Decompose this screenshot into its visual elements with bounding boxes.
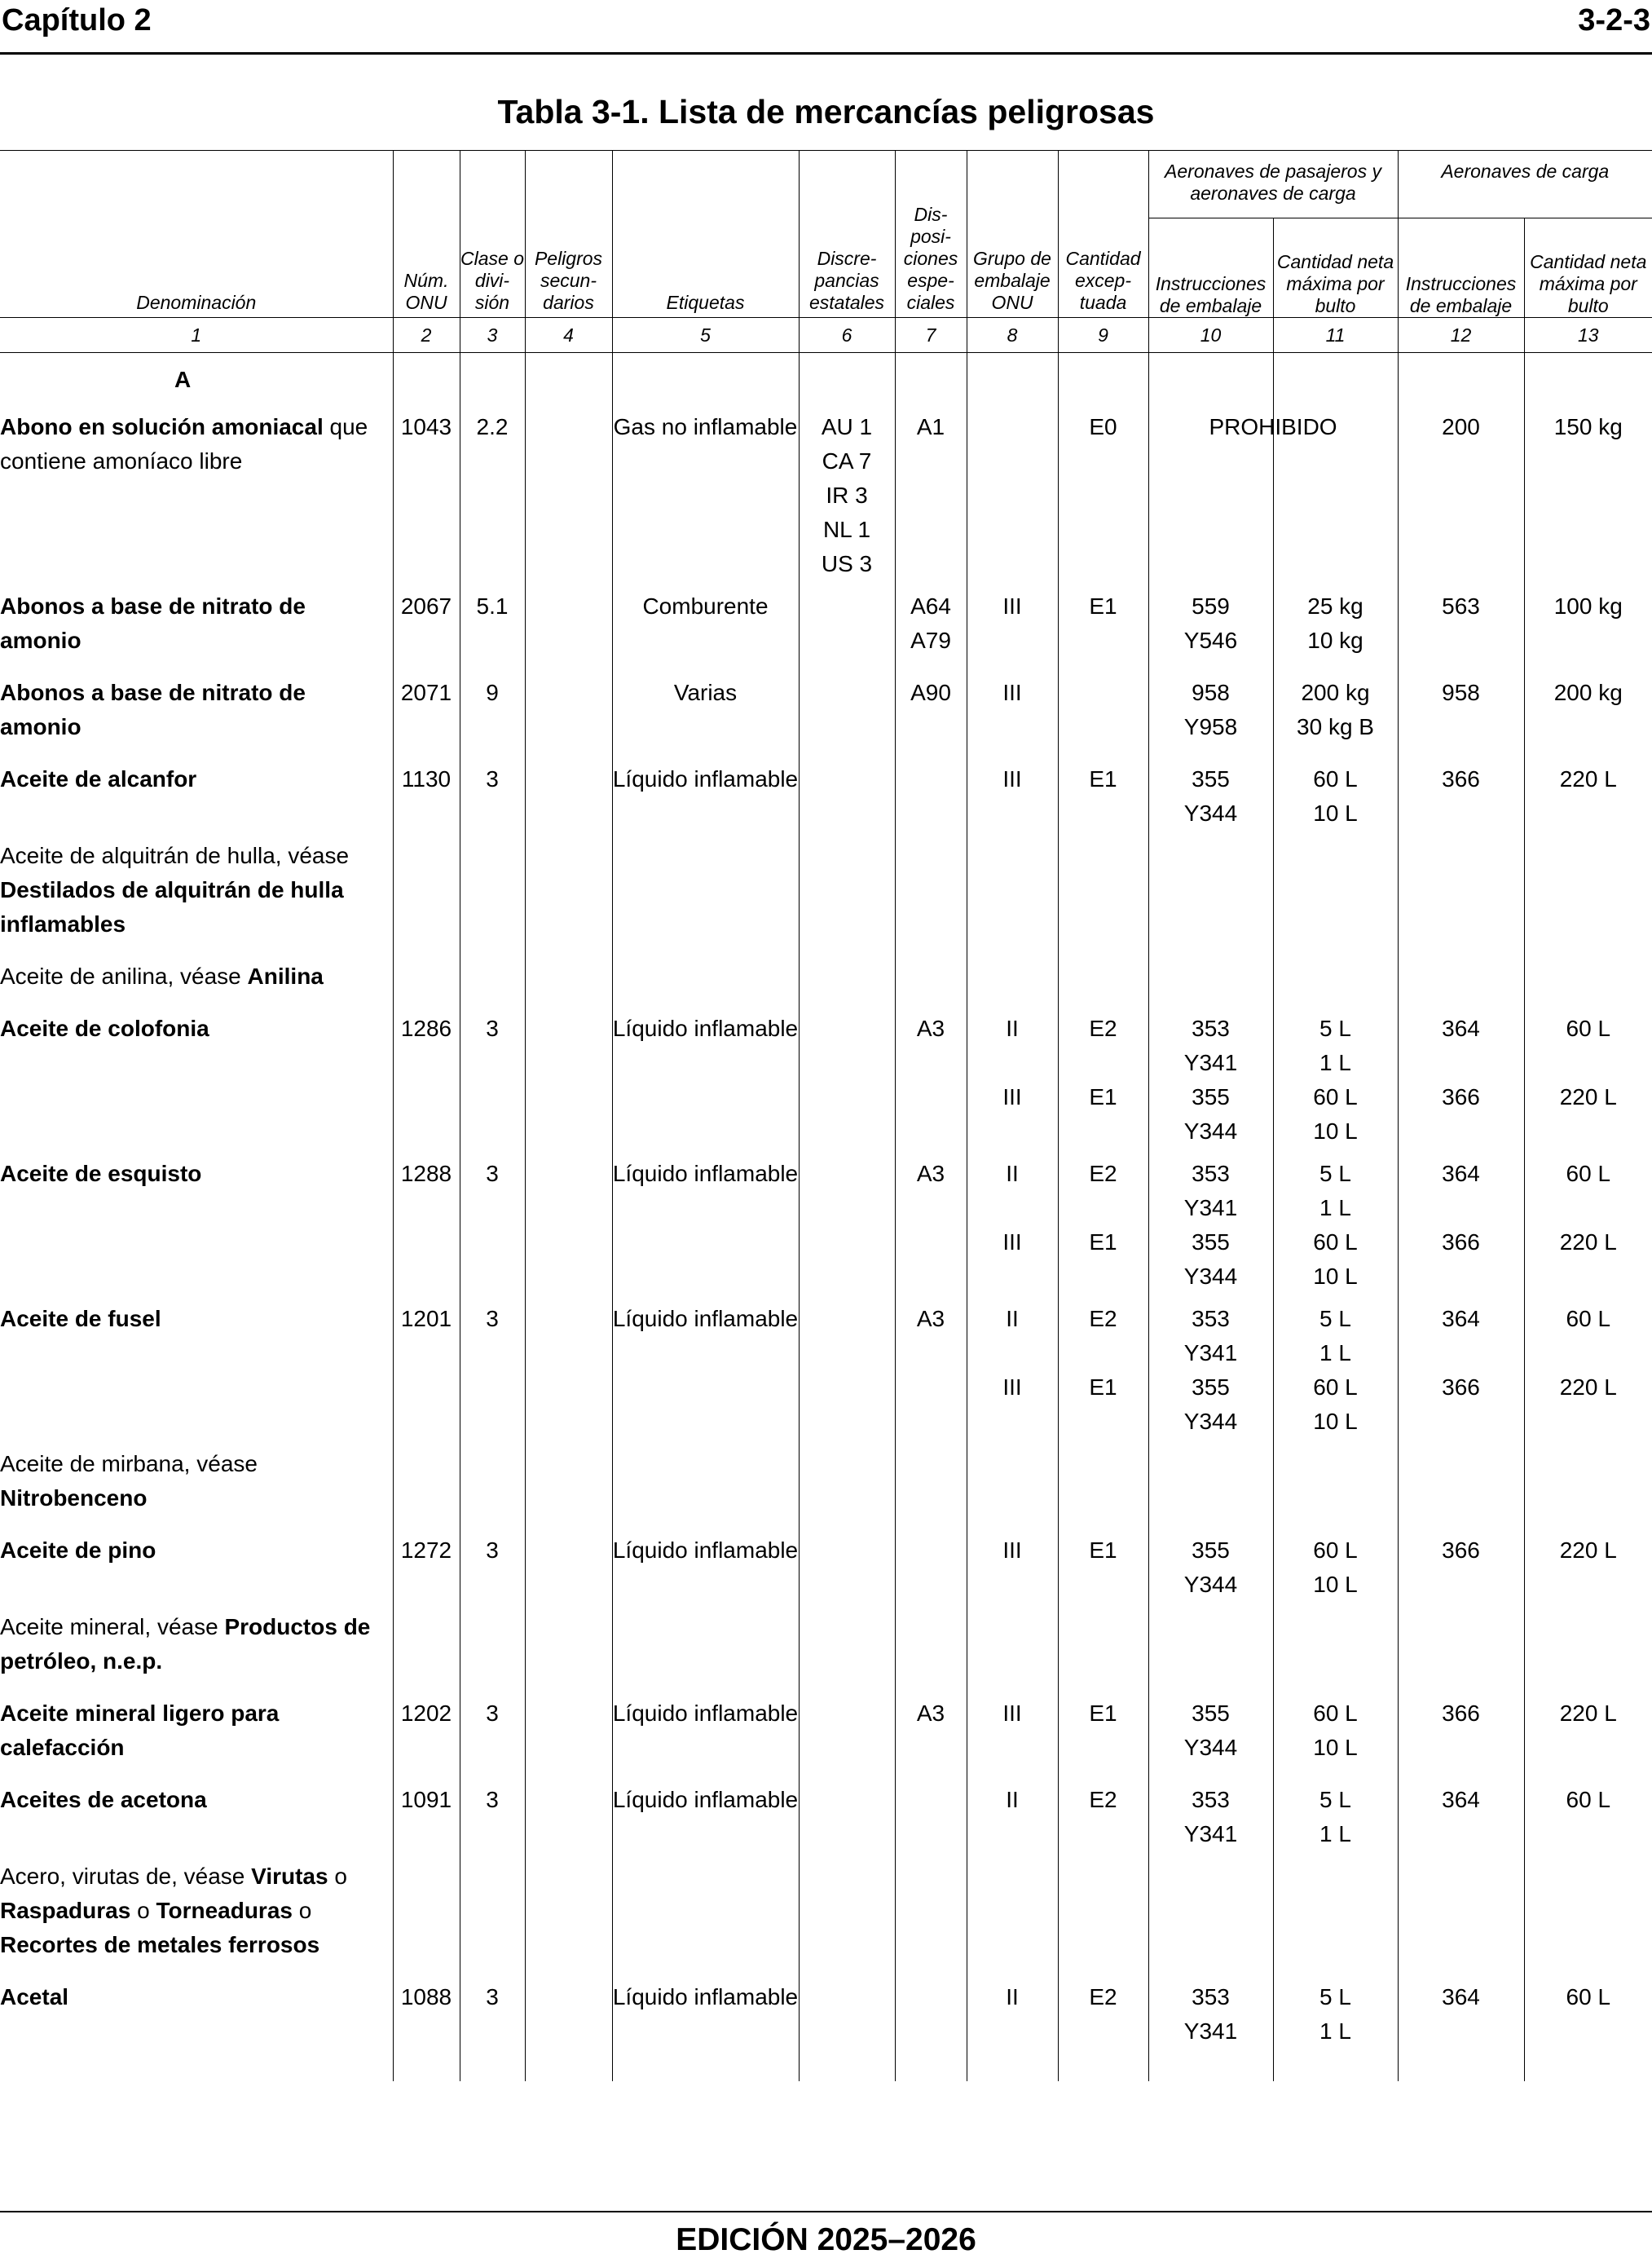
entry-name-bold: Aceite mineral ligero para calefacción [0,1701,280,1760]
entry-name [0,402,393,581]
packing-group [967,951,1058,1004]
onu-number: 1202 [393,1688,460,1775]
class-division: 3 [460,1149,525,1294]
entry-name [0,831,393,951]
class-division: 3 [460,1972,525,2049]
entry-name [0,1439,393,1525]
state-variations [799,668,895,754]
state-variations [799,1294,895,1439]
packing-instruction-passenger: 355 Y344 [1148,754,1273,831]
label: Gas no inflamable [612,402,799,581]
excepted-quantity [1058,951,1148,1004]
class-division: 3 [460,1525,525,1602]
max-net-quantity-cargo: 60 L 220 L [1524,1294,1652,1439]
entry-name [0,668,393,754]
excepted-quantity: E1 [1058,754,1148,831]
see-text: o [130,1898,156,1923]
onu-number: 1091 [393,1775,460,1851]
max-net-quantity-cargo: 60 L [1524,1972,1652,2049]
table-row [0,1972,1652,2049]
entry-name [0,1851,393,1972]
packing-instruction-cargo: 364 366 [1398,1149,1524,1294]
column-number-8: 8 [967,318,1058,353]
col-header-peligros: Peligros secun- darios [525,151,612,318]
excepted-quantity [1058,831,1148,951]
table-row [0,951,1652,1004]
special-provisions: A64 A79 [895,581,967,668]
entry-name [0,1602,393,1688]
column-number-7: 7 [895,318,967,353]
state-variations [799,1602,895,1688]
entry-name-bold: Abonos a base de nitrato de amonio [0,680,306,739]
packing-group [967,831,1058,951]
special-provisions: A3 [895,1004,967,1149]
onu-number [393,831,460,951]
max-net-quantity-passenger [1273,831,1398,951]
onu-number: 1272 [393,1525,460,1602]
packing-group [967,1439,1058,1525]
label: Líquido inflamable [612,1004,799,1149]
class-division: 3 [460,1004,525,1149]
table-row [0,1602,1652,1688]
max-net-quantity-cargo [1524,1439,1652,1525]
max-net-quantity-passenger: 5 L 1 L [1273,1972,1398,2049]
secondary-hazard [525,1294,612,1439]
see-text: Aceite mineral, véase [0,1614,225,1639]
packing-group [967,1851,1058,1972]
packing-instruction-passenger: 958 Y958 [1148,668,1273,754]
label: Líquido inflamable [612,754,799,831]
label: Comburente [612,581,799,668]
special-provisions [895,1525,967,1602]
see-text: o [292,1898,312,1923]
label [612,831,799,951]
entry-name [0,1004,393,1149]
packing-instruction-passenger: 353 Y341 355 Y344 [1148,1004,1273,1149]
label [612,1851,799,1972]
see-text: o [328,1864,347,1889]
entry-name-bold: Aceite de esquisto [0,1161,202,1186]
secondary-hazard [525,1439,612,1525]
entry-name-bold: Acetal [0,1984,69,2009]
table-row [0,668,1652,754]
packing-group: II [967,1972,1058,2049]
onu-number: 1201 [393,1294,460,1439]
entry-name [0,1775,393,1851]
table-row [0,1004,1652,1149]
packing-instruction-passenger [1148,1851,1273,1972]
special-provisions: A3 [895,1294,967,1439]
class-division: 3 [460,754,525,831]
entry-name-bold: Abono en solución amoniacal [0,414,324,439]
col-header-cantidad-exceptuada: Cantidad excep- tuada [1058,151,1148,318]
col-header-discrepancias: Discre- pancias estatales [799,151,895,318]
see-reference: Virutas [251,1864,328,1889]
secondary-hazard [525,402,612,581]
onu-number: 1130 [393,754,460,831]
onu-number: 1043 [393,402,460,581]
packing-instruction-passenger: 559 Y546 [1148,581,1273,668]
max-net-quantity-passenger: 5 L 1 L 60 L 10 L [1273,1004,1398,1149]
max-net-quantity-cargo: 200 kg [1524,668,1652,754]
max-net-quantity-passenger [1273,951,1398,1004]
packing-instruction-cargo [1398,951,1524,1004]
see-text: Acero, virutas de, véase [0,1864,252,1889]
max-net-quantity-passenger [1273,1602,1398,1688]
table-row [0,1851,1652,1972]
state-variations [799,1972,895,2049]
chapter-label: Capítulo 2 [2,3,152,37]
special-provisions: A3 [895,1688,967,1775]
max-net-quantity-cargo: 220 L [1524,1525,1652,1602]
col-header-grupo: Grupo de embalaje ONU [967,151,1058,318]
secondary-hazard [525,1004,612,1149]
header-divider [0,52,1652,55]
state-variations [799,1775,895,1851]
col-header-instrucciones-carga: Instrucciones de embalaje [1398,218,1524,317]
group-header-carga: Aeronaves de carga [1398,151,1652,218]
see-reference: Raspaduras [0,1898,131,1923]
packing-instruction-cargo: 563 [1398,581,1524,668]
max-net-quantity-passenger: 5 L 1 L 60 L 10 L [1273,1294,1398,1439]
packing-group: II [967,1775,1058,1851]
packing-instruction-cargo: 364 [1398,1972,1524,2049]
label: Líquido inflamable [612,1294,799,1439]
max-net-quantity-passenger [1273,1851,1398,1972]
entry-name-rest: que contiene amoníaco libre [0,414,368,474]
column-number-2: 2 [393,318,460,353]
label [612,951,799,1004]
see-reference: Anilina [247,964,324,989]
label: Líquido inflamable [612,1688,799,1775]
max-net-quantity-passenger: 60 L 10 L [1273,1525,1398,1602]
state-variations [799,1004,895,1149]
page-number: 3-2-3 [1578,3,1650,37]
see-text: Aceite de alquitrán de hulla, véase [0,843,350,868]
state-variations [799,581,895,668]
special-provisions: A3 [895,1149,967,1294]
state-variations [799,1851,895,1972]
packing-group: II III [967,1004,1058,1149]
see-text: Aceite de anilina, véase [0,964,248,989]
column-number-9: 9 [1058,318,1148,353]
class-division: 9 [460,668,525,754]
special-provisions [895,1775,967,1851]
table-row [0,831,1652,951]
excepted-quantity [1058,1602,1148,1688]
special-provisions [895,831,967,951]
col-header-instrucciones-pasajeros: Instrucciones de embalaje [1148,218,1273,317]
secondary-hazard [525,668,612,754]
max-net-quantity-cargo [1524,831,1652,951]
class-division [460,831,525,951]
excepted-quantity: E2 E1 [1058,1149,1148,1294]
onu-number: 1286 [393,1004,460,1149]
onu-number [393,1602,460,1688]
table-row [0,402,1652,581]
packing-group: III [967,581,1058,668]
col-header-denominacion: Denominación [0,151,393,318]
excepted-quantity: E2 E1 [1058,1004,1148,1149]
secondary-hazard [525,1149,612,1294]
secondary-hazard [525,581,612,668]
column-number-12: 12 [1398,318,1524,353]
column-number-10: 10 [1148,318,1273,353]
special-provisions: A1 [895,402,967,581]
entry-name [0,1688,393,1775]
special-provisions [895,1851,967,1972]
packing-group [967,402,1058,581]
col-header-disposiciones: Dis- posi- ciones espe- ciales [895,151,967,318]
section-letter: A [174,367,192,392]
max-net-quantity-passenger: 60 L 10 L [1273,754,1398,831]
class-division [460,951,525,1004]
packing-group: II III [967,1149,1058,1294]
state-variations [799,831,895,951]
entry-name-bold: Aceite de alcanfor [0,766,197,792]
entry-name [0,951,393,1004]
table-row [0,1149,1652,1294]
excepted-quantity: E0 [1058,402,1148,581]
packing-instruction-passenger [1148,951,1273,1004]
packing-instruction-passenger: 355 Y344 [1148,1525,1273,1602]
state-variations: AU 1 CA 7 IR 3 NL 1 US 3 [799,402,895,581]
packing-group: III [967,1525,1058,1602]
packing-group: III [967,754,1058,831]
secondary-hazard [525,1688,612,1775]
packing-instruction-cargo [1398,1851,1524,1972]
packing-instruction-cargo: 366 [1398,1688,1524,1775]
max-net-quantity-cargo: 60 L 220 L [1524,1004,1652,1149]
packing-instruction-passenger [1148,1602,1273,1688]
excepted-quantity: E2 [1058,1775,1148,1851]
column-number-row [0,318,1652,353]
packing-instruction-cargo: 364 366 [1398,1294,1524,1439]
col-header-etiquetas: Etiquetas [612,151,799,318]
entry-name [0,581,393,668]
table-row [0,1525,1652,1602]
class-division: 3 [460,1294,525,1439]
packing-group: III [967,668,1058,754]
see-reference: Destilados de alquitrán de hulla inflamables [0,877,344,937]
table-body [0,353,1652,2049]
column-number-1: 1 [0,318,393,353]
packing-instruction-cargo: 366 [1398,1525,1524,1602]
state-variations [799,951,895,1004]
entry-name-bold: Aceites de acetona [0,1787,207,1812]
max-net-quantity-cargo [1524,1851,1652,1972]
table-row [0,1775,1652,1851]
special-provisions [895,754,967,831]
column-number-13: 13 [1524,318,1652,353]
entry-name [0,1149,393,1294]
label: Varias [612,668,799,754]
entry-name [0,1972,393,2049]
onu-number: 1088 [393,1972,460,2049]
excepted-quantity: E2 [1058,1972,1148,2049]
state-variations [799,1149,895,1294]
packing-instruction-cargo [1398,1439,1524,1525]
excepted-quantity [1058,1439,1148,1525]
secondary-hazard [525,1525,612,1602]
state-variations [799,754,895,831]
max-net-quantity-passenger: 60 L 10 L [1273,1688,1398,1775]
table-row [0,754,1652,831]
column-number-4: 4 [525,318,612,353]
excepted-quantity [1058,1851,1148,1972]
table-title: Tabla 3-1. Lista de mercancías peligrosas [497,93,1155,130]
packing-instruction-passenger: 353 Y341 [1148,1775,1273,1851]
max-net-quantity-passenger: 25 kg 10 kg [1273,581,1398,668]
packing-group [967,1602,1058,1688]
label [612,1439,799,1525]
special-provisions [895,1602,967,1688]
secondary-hazard [525,1972,612,2049]
edition-footer: EDICIÓN 2025–2026 [676,2222,976,2257]
entry-name-bold: Aceite de fusel [0,1306,161,1331]
state-variations [799,1688,895,1775]
col-header-onu: Núm. ONU [393,151,460,318]
class-division: 2.2 [460,402,525,581]
packing-instruction-passenger [1148,831,1273,951]
secondary-hazard [525,951,612,1004]
secondary-hazard [525,831,612,951]
label: Líquido inflamable [612,1149,799,1294]
table-row [0,581,1652,668]
see-reference: Torneaduras [156,1898,293,1923]
excepted-quantity: E1 [1058,1688,1148,1775]
secondary-hazard [525,1602,612,1688]
special-provisions [895,951,967,1004]
col-header-cantidad-pasajeros: Cantidad neta máxima por bulto [1273,218,1398,317]
max-net-quantity-cargo: 150 kg [1524,402,1652,581]
state-variations [799,1525,895,1602]
table-row [0,1294,1652,1439]
packing-instruction-passenger: 355 Y344 [1148,1688,1273,1775]
entry-name-bold: Abonos a base de nitrato de amonio [0,593,306,653]
onu-number [393,951,460,1004]
label [612,1602,799,1688]
class-division [460,1602,525,1688]
max-net-quantity-passenger: 5 L 1 L [1273,1775,1398,1851]
special-provisions [895,1972,967,2049]
label: Líquido inflamable [612,1775,799,1851]
see-reference: Productos de petróleo, n.e.p. [0,1614,371,1674]
entry-name-bold: Aceite de colofonia [0,1016,209,1041]
packing-instruction-cargo: 200 [1398,402,1524,581]
max-net-quantity-cargo [1524,951,1652,1004]
onu-number [393,1439,460,1525]
secondary-hazard [525,1851,612,1972]
packing-instruction-passenger: 353 Y341 355 Y344 [1148,1149,1273,1294]
onu-number: 2067 [393,581,460,668]
column-number-6: 6 [799,318,895,353]
excepted-quantity [1058,668,1148,754]
special-provisions [895,1439,967,1525]
prohibited-passenger: PROHIBIDO [1148,402,1398,581]
column-number-11: 11 [1273,318,1398,353]
see-reference: Nitrobenceno [0,1485,148,1511]
class-division [460,1851,525,1972]
column-number-3: 3 [460,318,525,353]
packing-instruction-cargo: 366 [1398,754,1524,831]
entry-name [0,754,393,831]
onu-number [393,1851,460,1972]
packing-instruction-cargo: 364 [1398,1775,1524,1851]
secondary-hazard [525,754,612,831]
packing-instruction-cargo: 364 366 [1398,1004,1524,1149]
packing-instruction-passenger [1148,1439,1273,1525]
packing-group: II III [967,1294,1058,1439]
col-header-clase: Clase o divi- sión [460,151,525,318]
state-variations [799,1439,895,1525]
max-net-quantity-passenger: 200 kg 30 kg B [1273,668,1398,754]
packing-instruction-cargo: 958 [1398,668,1524,754]
see-text: Aceite de mirbana, véase [0,1451,258,1476]
excepted-quantity: E1 [1058,1525,1148,1602]
class-division [460,1439,525,1525]
dangerous-goods-table [0,150,1652,2081]
max-net-quantity-cargo: 60 L [1524,1775,1652,1851]
secondary-hazard [525,1775,612,1851]
class-division: 3 [460,1688,525,1775]
packing-instruction-passenger: 353 Y341 [1148,1972,1273,2049]
col-header-cantidad-carga: Cantidad neta máxima por bulto [1524,218,1652,317]
special-provisions: A90 [895,668,967,754]
footer-divider [0,2211,1652,2212]
max-net-quantity-cargo: 100 kg [1524,581,1652,668]
label: Líquido inflamable [612,1525,799,1602]
packing-instruction-passenger: 353 Y341 355 Y344 [1148,1294,1273,1439]
class-division: 5.1 [460,581,525,668]
table-row [0,1439,1652,1525]
entry-name-bold: Aceite de pino [0,1537,156,1563]
packing-group: III [967,1688,1058,1775]
excepted-quantity: E2 E1 [1058,1294,1148,1439]
packing-instruction-cargo [1398,1602,1524,1688]
label: Líquido inflamable [612,1972,799,2049]
max-net-quantity-cargo: 60 L 220 L [1524,1149,1652,1294]
max-net-quantity-passenger [1273,1439,1398,1525]
class-division: 3 [460,1775,525,1851]
onu-number: 2071 [393,668,460,754]
onu-number: 1288 [393,1149,460,1294]
group-header-pasajeros: Aeronaves de pasajeros y aeronaves de carga [1148,151,1398,218]
excepted-quantity: E1 [1058,581,1148,668]
max-net-quantity-cargo [1524,1602,1652,1688]
table-row [0,1688,1652,1775]
entry-name [0,1294,393,1439]
max-net-quantity-cargo: 220 L [1524,754,1652,831]
column-number-5: 5 [612,318,799,353]
packing-instruction-cargo [1398,831,1524,951]
see-reference: Recortes de metales ferrosos [0,1932,320,1957]
max-net-quantity-cargo: 220 L [1524,1688,1652,1775]
max-net-quantity-passenger: 5 L 1 L 60 L 10 L [1273,1149,1398,1294]
entry-name [0,1525,393,1602]
